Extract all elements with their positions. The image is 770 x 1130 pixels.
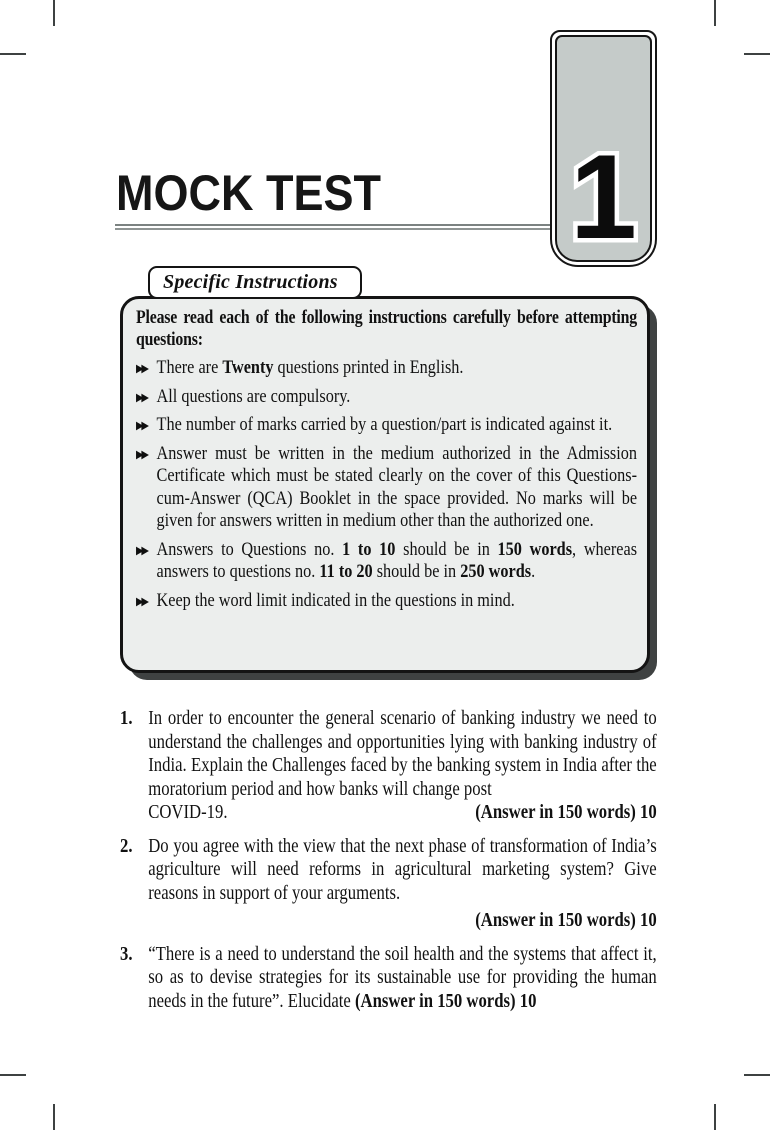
double-right-arrow-icon: ▶▶ <box>136 361 147 375</box>
question-text: “There is a need to understand the soil health and the systems that affect it, so as to devise strategies for its sustainable use for providing the human needs in the future”. Elucidate (Answer in 150 words) 10 <box>148 943 657 1012</box>
instruction-item <box>136 414 637 437</box>
chapter-number-box <box>550 30 657 267</box>
instruction-text: Keep the word limit indicated in the questions in mind. <box>156 589 515 611</box>
marks-note: (Answer in 150 words) 10 <box>354 990 537 1012</box>
title-double-rule <box>115 224 553 230</box>
chapter-number-box-inner <box>555 35 652 262</box>
question-number: 1. <box>120 708 133 729</box>
double-right-arrow-icon: ▶▶ <box>136 542 147 557</box>
instruction-item <box>136 386 637 409</box>
crop-mark-top-left-vertical <box>53 0 55 26</box>
instruction-text: There are Twenty questions printed in English. <box>156 357 464 378</box>
crop-mark-bottom-right-vertical <box>714 1104 716 1130</box>
specific-instructions-tab <box>148 266 362 299</box>
crop-mark-top-right-horizontal <box>744 53 770 55</box>
question-last-line: COVID-19. (Answer in 150 words) 10 <box>148 802 657 823</box>
crop-mark-bottom-right-horizontal <box>744 1074 770 1076</box>
instruction-text: The number of marks carried by a question/part is indicated against it. <box>156 414 613 435</box>
instruction-item <box>136 590 637 613</box>
crop-mark-bottom-left-vertical <box>53 1104 55 1130</box>
double-right-arrow-icon: ▶▶ <box>136 446 147 461</box>
instruction-text: Answers to Questions no. 1 to 10 should be in 150 words, whereas answers to questions no. 11 to 20 should be in 250 words. <box>156 538 638 582</box>
instruction-text: All questions are compulsory. <box>156 385 351 407</box>
question-item <box>120 707 657 825</box>
instructions-box <box>120 296 650 673</box>
marks-note: (Answer in 150 words) 10 <box>475 910 657 931</box>
crop-mark-top-right-vertical <box>714 0 716 26</box>
crop-mark-top-left-horizontal <box>0 53 26 55</box>
double-right-arrow-icon: ▶▶ <box>136 593 147 608</box>
question-item <box>120 835 657 933</box>
instructions-heading: Please read each of the following instructions carefully before attempting questions: <box>136 308 638 350</box>
instruction-text: Answer must be written in the medium authorized in the Admission Certificate which must be stated clearly on the cover of this Questions-cum-Answer (QCA) Booklet in the space provided. No marks will be given for answers written in medium other than the authorized one. <box>156 442 638 531</box>
instruction-item <box>136 443 637 533</box>
question-list <box>120 707 657 1023</box>
question-number: 3. <box>120 943 133 965</box>
double-right-arrow-icon: ▶▶ <box>136 418 147 432</box>
chapter-number-figure <box>557 126 650 256</box>
question-item <box>120 943 657 1014</box>
specific-instructions-label: Specific Instructions <box>163 271 338 293</box>
marks-note: (Answer in 150 words) 10 <box>475 802 657 823</box>
page-title: MOCK TEST <box>116 165 381 221</box>
question-number: 2. <box>120 835 133 857</box>
question-text: Do you agree with the view that the next phase of transformation of India’s agriculture will need reforms in agricultural marketing system? Give reasons in support of your arguments. (Answer in 150 words) 10 <box>148 835 657 931</box>
question-text: In order to encounter the general scenario of banking industry we need to understand the challenges and opportunities lying with banking industry of India. Explain the Challenges faced by the banking system in India after the moratorium period and how banks will change post COVID-19. (Answer in 150 words) 10 <box>148 708 657 823</box>
chapter-number: 1 <box>570 130 637 256</box>
double-right-arrow-icon: ▶▶ <box>136 389 147 404</box>
instructions-content <box>136 307 637 612</box>
instruction-item <box>136 539 637 584</box>
crop-mark-bottom-left-horizontal <box>0 1074 26 1076</box>
instruction-item <box>136 357 637 380</box>
instruction-list <box>136 357 637 612</box>
